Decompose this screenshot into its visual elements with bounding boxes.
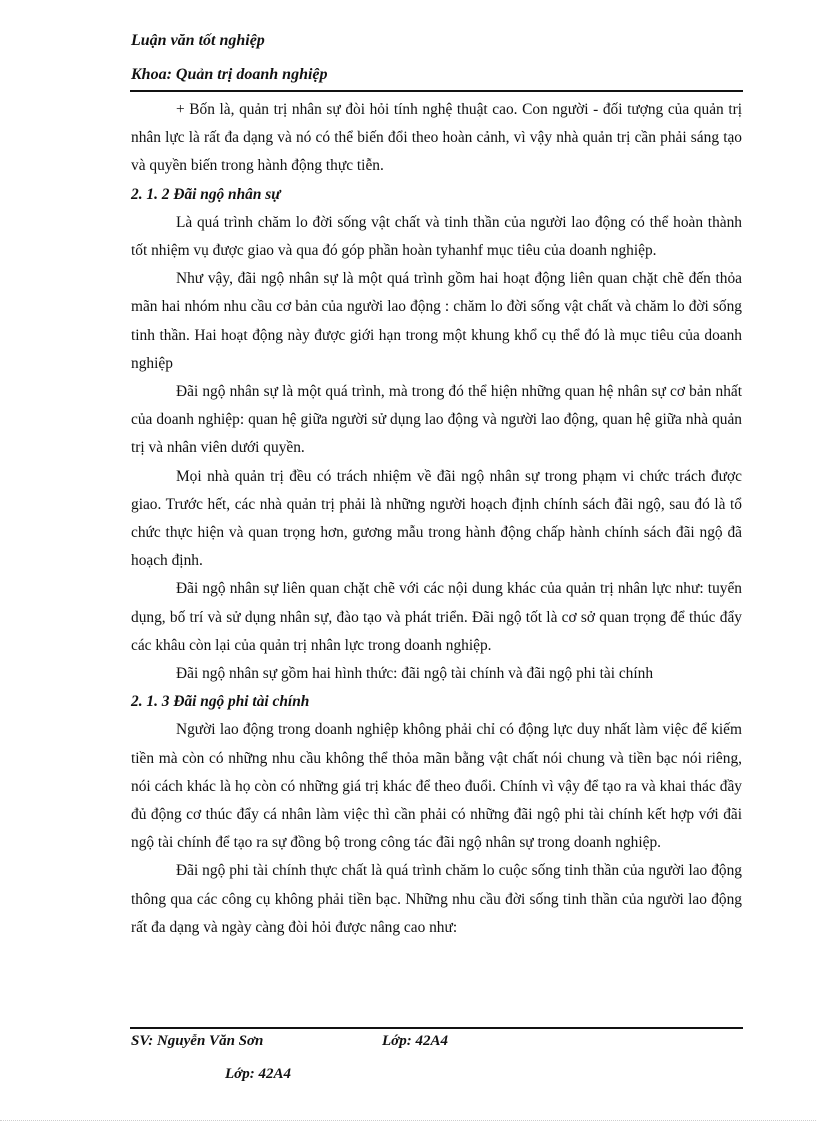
paragraph: Đãi ngộ nhân sự là một quá trình, mà trong đó thể hiện những quan hệ nhân sự cơ bản nhất của doanh nghiệp: quan hệ giữa người sử dụng lao động và người lao động, quan hệ giữa nhà quản trị và nhân viên dưới quyền. <box>131 383 742 457</box>
paragraph: Người lao động trong doanh nghiệp không phải chỉ có động lực duy nhất làm việc để kiếm tiền mà còn có những nhu cầu không thể thỏa mãn bằng vật chất nói chung và tiền bạc nói riêng, nói cách khác là họ còn có những giá trị khác để theo đuổi. Chính vì vậy để tạo ra và khai thác đầy đủ động cơ thúc đẩy cá nhân làm việc thì cần phải có những đãi ngộ phi tài chính kết hợp với đãi ngộ tài chính để tạo ra sự đồng bộ trong công tác đãi ngộ nhân sự trong doanh nghiệp. <box>131 721 742 852</box>
paragraph: Đãi ngộ nhân sự gồm hai hình thức: đãi ngộ tài chính và đãi ngộ phi tài chính <box>176 665 654 683</box>
document-body <box>131 96 742 942</box>
footer-divider <box>130 1027 743 1029</box>
paragraph: Như vậy, đãi ngộ nhân sự là một quá trình gồm hai hoạt động liên quan chặt chẽ đến thỏa mãn hai nhóm nhu cầu cơ bản của người lao động : chăm lo đời sống vật chất và chăm lo đời sống tinh thần. Hai hoạt động này được giới hạn trong một khung khổ cụ thể đó là mục tiêu của doanh nghiệp <box>131 270 742 372</box>
paragraph: Mọi nhà quản trị đều có trách nhiệm về đãi ngộ nhân sự trong phạm vi chức trách được giao. Trước hết, các nhà quản trị phải là những người hoạch định chính sách đãi ngộ, sau đó là tổ chức thực hiện và quan trọng hơn, gương mẫu trong hành động chấp hành chính sách đãi ngộ đã hoạch định. <box>131 467 742 570</box>
paragraph: Đãi ngộ phi tài chính thực chất là quá trình chăm lo cuộc sống tinh thần của người lao động thông qua các công cụ không phải tiền bạc. Những nhu cầu đời sống tinh thần của người lao động rất đa dạng và ngày càng đòi hỏi được nâng cao như: <box>131 862 742 936</box>
footer-student-name: SV: Nguyễn Văn Sơn <box>131 1033 264 1049</box>
paragraph: Đãi ngộ nhân sự liên quan chặt chẽ với các nội dung khác của quản trị nhân lực như: tuyển dụng, bố trí và sử dụng nhân sự, đào tạo và phát triển. Đãi ngộ tốt là cơ sở quan trọng để thúc đẩy các khâu còn lại của quản trị nhân lực trong doanh nghiệp. <box>131 580 742 654</box>
header-divider <box>130 90 743 92</box>
paragraph: + Bốn là, quản trị nhân sự đòi hỏi tính nghệ thuật cao. Con người - đối tượng của quản trị nhân lực là rất đa dạng và nó có thể biến đổi theo hoàn cảnh, vì vậy nhà quản trị cần phải sáng tạo và quyền biến trong hành động thực tiễn. <box>131 101 742 175</box>
paragraph: Là quá trình chăm lo đời sống vật chất và tinh thần của người lao động có thể hoàn thành tốt nhiệm vụ được giao và qua đó góp phần hoàn tyhanhf mục tiêu của doanh nghiệp. <box>131 213 742 260</box>
footer-class-repeat: Lớp: 42A4 <box>225 1066 291 1082</box>
page-bottom-edge <box>0 1120 816 1121</box>
header-thesis-title: Luận văn tốt nghiệp <box>131 32 265 49</box>
footer-class: Lớp: 42A4 <box>382 1033 448 1049</box>
section-heading: 2. 1. 3 Đãi ngộ phi tài chính <box>131 693 310 711</box>
header-faculty: Khoa: Quản trị doanh nghiệp <box>131 66 328 83</box>
section-heading: 2. 1. 2 Đãi ngộ nhân sự <box>131 185 281 203</box>
